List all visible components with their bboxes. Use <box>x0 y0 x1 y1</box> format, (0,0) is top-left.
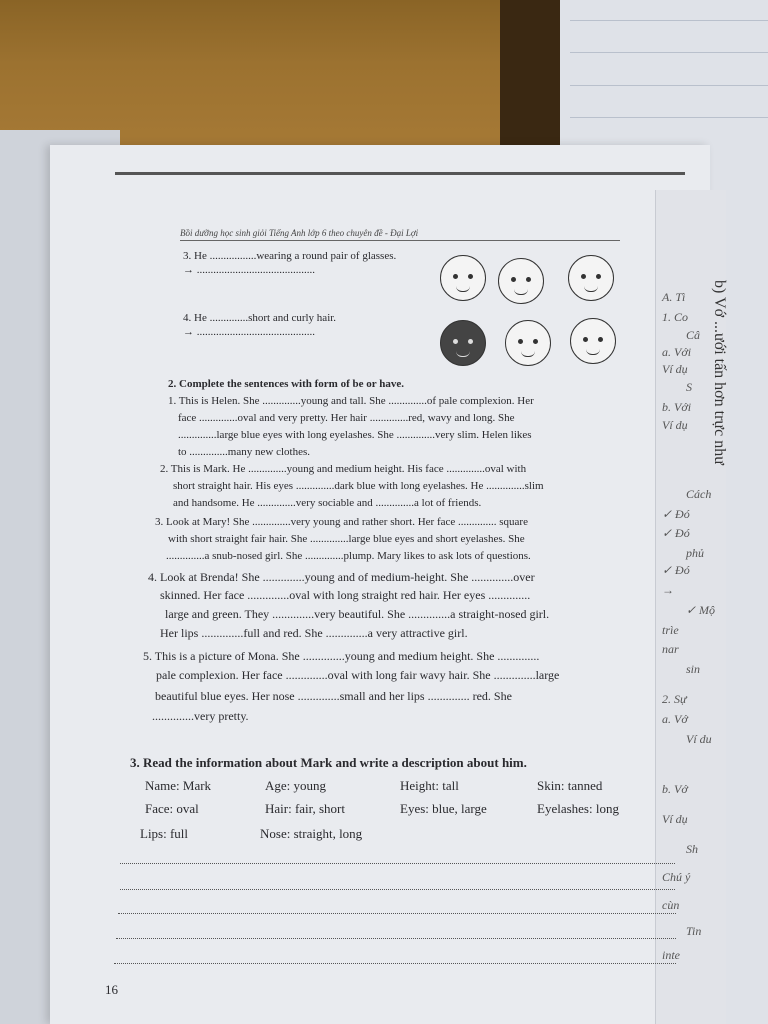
section-2-line: 4. Look at Brenda! She ..............young and of medium-height. She ..............over <box>148 570 535 584</box>
side-column-text: b. Vớ <box>662 782 688 796</box>
side-column-text: ✓ Đó <box>662 507 690 521</box>
section-2-line: short straight hair. His eyes ..............dark blue with long eyelashes. He ..............slim <box>173 480 544 492</box>
answer-line <box>120 862 675 864</box>
face-curly-hair-icon <box>440 320 486 366</box>
side-column-text: Chú ý <box>662 870 691 884</box>
side-column-text: Ví du <box>686 732 712 746</box>
section-2-line: 5. This is a picture of Mona. She ..............young and medium height. She .............. <box>143 649 540 663</box>
mark-info-cell: Face: oval <box>145 801 199 816</box>
section-2-line: beautiful blue eyes. Her nose ..............small and her lips .............. red. She <box>155 689 512 703</box>
side-column-text: Ví dụ <box>662 418 688 432</box>
edge-text: b) Vớ ...ưới tấn hơn trực như <box>711 280 728 465</box>
item-4-question: 4. He ..............short and curly hair. <box>183 312 337 324</box>
section-2-line: 1. This is Helen. She ..............young and tall. She ..............of pale complexion. Her <box>168 395 534 407</box>
section-2-line: to ..............many new clothes. <box>178 446 310 458</box>
face-girl-headband-icon <box>570 318 616 364</box>
side-column-text: Ví dụ <box>662 362 688 376</box>
mark-info-cell: Nose: straight, long <box>260 826 363 841</box>
answer-line <box>114 962 676 964</box>
page-number: 16 <box>105 982 118 997</box>
mark-info-cell: Name: Mark <box>145 778 212 793</box>
section-2-line: pale complexion. Her face ..............oval with long fair wavy hair. She ..............large <box>156 668 560 682</box>
side-column-text: phủ <box>686 546 704 560</box>
section-2-line: ..............large blue eyes with long eyelashes. She ..............very slim. Helen likes <box>178 429 532 441</box>
item-4-answer: → ........................................... <box>183 326 315 338</box>
header-rule <box>180 240 620 241</box>
side-column-text: 1. Co <box>662 310 689 324</box>
side-column-text: a. Với <box>662 345 692 359</box>
item-3-question: 3. He .................wearing a round pair of glasses. <box>183 250 397 262</box>
answer-line <box>118 912 676 914</box>
section-2-line: face ..............oval and very pretty. Her hair ..............red, wavy and long. She <box>178 412 515 424</box>
side-column-text: ✓ Đó <box>662 526 690 540</box>
answer-line <box>116 937 676 939</box>
face-girl-wavy-icon <box>440 255 486 301</box>
side-column-text: b. Với <box>662 400 692 414</box>
mark-info-cell: Height: tall <box>400 778 459 793</box>
section-2-line: large and green. They ..............very beautiful. She ..............a straight-nosed girl. <box>165 607 550 621</box>
face-boy-glasses-icon <box>568 255 614 301</box>
section-2-line: with short straight fair hair. She ..............large blue eyes and short eyelashes. She <box>168 533 525 545</box>
mark-info-cell: Skin: tanned <box>537 778 603 793</box>
answer-line <box>120 888 675 890</box>
page-header: Bồi dưỡng học sinh giỏi Tiếng Anh lớp 6 theo chuyên đề - Đại Lợi <box>180 228 419 238</box>
item-3-answer: → ........................................... <box>183 264 315 276</box>
side-column-text: cùn <box>662 898 680 912</box>
section-2-line: 3. Look at Mary! She ..............very young and rather short. Her face .............. square <box>155 516 528 528</box>
side-column-text: a. Vớ <box>662 712 688 726</box>
side-column-text: nar <box>662 642 679 656</box>
side-column-text: A. Tì <box>662 290 686 304</box>
section-2-title: 2. Complete the sentences with form of be or have. <box>168 378 404 390</box>
side-column-text: 2. Sự <box>662 692 687 706</box>
section-3-title: 3. Read the information about Mark and write a description about him. <box>130 755 527 770</box>
side-column-text: Cách <box>686 487 712 501</box>
side-column-text: Tin <box>686 924 702 938</box>
side-column-text: inte <box>662 948 680 962</box>
page-top-rule <box>115 172 685 175</box>
side-column-text: S <box>686 380 692 394</box>
section-2-line: skinned. Her face ..............oval with long straight red hair. Her eyes .............. <box>160 588 531 602</box>
side-column-text: Câ <box>686 328 701 342</box>
mark-info-cell: Age: young <box>265 778 327 793</box>
face-elder-glasses-icon <box>505 320 551 366</box>
side-column-text: sin <box>686 662 701 676</box>
section-2-line: and handsome. He ..............very sociable and ..............a lot of friends. <box>173 497 482 509</box>
side-column-text: → <box>662 583 674 597</box>
mark-info-cell: Lips: full <box>140 826 189 841</box>
section-2-line: 2. This is Mark. He ..............young and medium height. His face ..............oval with <box>160 463 527 475</box>
face-girl-ponytail-icon <box>498 258 544 304</box>
side-column-text: Sh <box>686 842 698 856</box>
section-2-line: ..............a snub-nosed girl. She ..............plump. Mary likes to ask lots of questions. <box>166 550 531 562</box>
mark-info-cell: Hair: fair, short <box>265 801 345 816</box>
mark-info-cell: Eyes: blue, large <box>400 801 487 816</box>
section-2-line: ..............very pretty. <box>152 709 249 723</box>
side-column-text: trìe <box>662 623 679 637</box>
side-column-text: Ví dụ <box>662 812 688 826</box>
side-column-text: ✓ Mộ <box>686 603 716 617</box>
mark-info-cell: Eyelashes: long <box>537 801 619 816</box>
section-2-line: Her lips ..............full and red. She ..............a very attractive girl. <box>160 626 468 640</box>
side-column-text: ✓ Đó <box>662 563 690 577</box>
